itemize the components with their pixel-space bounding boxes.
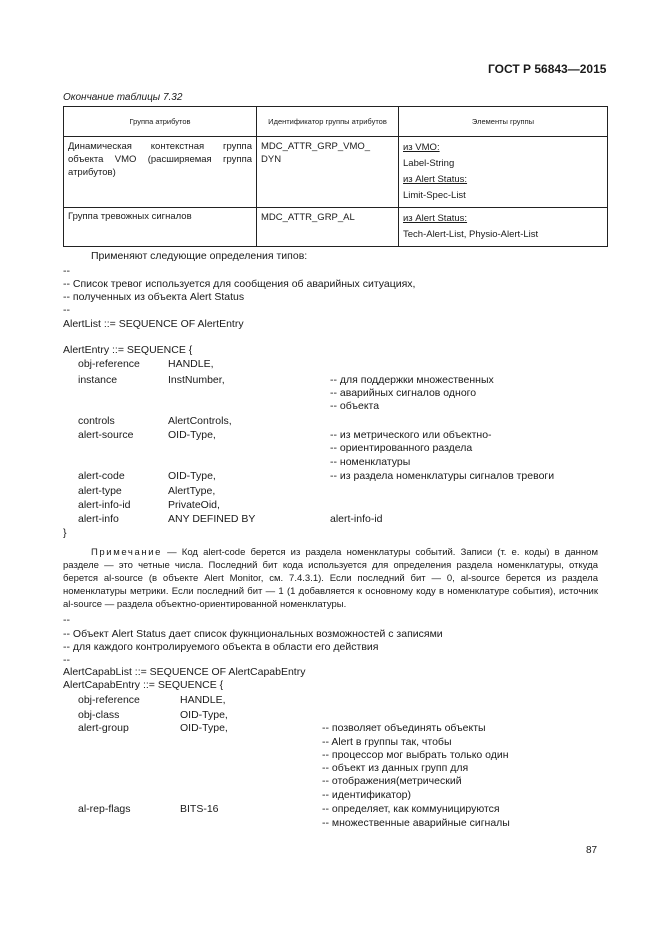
field-comment: -- для поддержки множественных: [330, 374, 494, 386]
field-comment: -- номенклатуры: [330, 456, 411, 468]
field-type: OID-Type,: [180, 722, 228, 734]
column-header-group: Группа атрибутов: [64, 107, 257, 137]
field-comment: -- объекта: [330, 400, 380, 412]
code-line: AlertCapabList ::= SEQUENCE OF AlertCapabEntry: [63, 666, 306, 678]
document-code: ГОСТ Р 56843—2015: [488, 62, 607, 76]
field-comment: -- определяет, как коммуницируются: [322, 803, 500, 815]
code-line: --: [63, 654, 70, 666]
table-row: [64, 208, 608, 247]
page-number: 87: [586, 845, 598, 856]
field-comment: alert-info-id: [330, 513, 383, 525]
note-paragraph: [63, 546, 598, 611]
field-comment: -- отображения(метрический: [322, 775, 462, 787]
table-cell-id: [257, 208, 399, 247]
table-cell-id: [257, 137, 399, 208]
code-line: --: [63, 304, 70, 316]
id-line: MDC_ATTR_GRP_AL: [261, 212, 355, 223]
table-row: [64, 137, 608, 208]
field-name: al-rep-flags: [78, 803, 131, 815]
note-text: — Код alert-code берется из раздела номенклатуры событий. Записи (т. е. коды) в данном разделе — это четные числа. Последний бит кода используется для определения раздела номенклатуры, откуда берется al-source (в объекте Alert Monitor, см. 7.4.3.1). Если последний бит — 0, al-source берется из раздела номенклатуры метрики. Если последний бит — 1 (1 добавляется к основному коду в номенклатуре события), источник al-source — раздела объектно-ориентированной номенклатуры.: [63, 547, 598, 610]
field-comment: -- из раздела номенклатуры сигналов тревоги: [330, 470, 555, 482]
field-comment: -- аварийных сигналов одного: [330, 387, 477, 399]
table-cell-elements: [399, 208, 608, 247]
field-comment: -- Alert в группы так, чтобы: [322, 736, 452, 748]
field-type: ANY DEFINED BY: [168, 513, 256, 525]
element-source: из Alert Status:: [403, 174, 468, 185]
note-label: Примечание: [91, 547, 162, 558]
field-name: alert-code: [78, 470, 125, 482]
field-type: AlertControls,: [168, 415, 232, 427]
field-name: controls: [78, 415, 115, 427]
column-header-elements: Элементы группы: [399, 107, 608, 137]
field-comment: -- из метрического или объектно-: [330, 429, 492, 441]
element-item: Limit-Spec-List: [403, 190, 466, 201]
field-name: alert-group: [78, 722, 129, 734]
code-line: --: [63, 265, 70, 277]
code-line: AlertEntry ::= SEQUENCE {: [63, 344, 193, 356]
element-item: Label-String: [403, 158, 455, 169]
element-source: из VMO:: [403, 142, 440, 153]
code-line: -- Объект Alert Status дает список фукнциональных возможностей с записями: [63, 628, 443, 640]
field-type: InstNumber,: [168, 374, 225, 386]
id-line: MDC_ATTR_GRP_VMO_: [261, 141, 371, 152]
table-cell-elements: [399, 137, 608, 208]
element-source: из Alert Status:: [403, 213, 468, 224]
table-caption: Окончание таблицы 7.32: [63, 92, 183, 103]
field-type: HANDLE,: [168, 358, 214, 370]
code-line: -- для каждого контролируемого объекта в области его действия: [63, 641, 379, 653]
field-comment: -- позволяет объединять объекты: [322, 722, 486, 734]
field-name: alert-source: [78, 429, 134, 441]
field-type: AlertType,: [168, 485, 216, 497]
field-name: alert-type: [78, 485, 122, 497]
field-type: HANDLE,: [180, 694, 226, 706]
close-brace: }: [63, 527, 67, 539]
field-type: OID-Type,: [168, 429, 216, 441]
field-type: OID-Type,: [168, 470, 216, 482]
intro-text: Применяют следующие определения типов:: [91, 250, 308, 262]
code-line: -- Список тревог используется для сообщения об аварийных ситуациях,: [63, 278, 416, 290]
code-line: AlertList ::= SEQUENCE OF AlertEntry: [63, 318, 244, 330]
element-item: Tech-Alert-List, Physio-Alert-List: [403, 229, 539, 240]
field-comment: -- объект из данных групп для: [322, 762, 469, 774]
field-comment: -- множественные аварийные сигналы: [322, 817, 510, 829]
field-comment: -- ориентированного раздела: [330, 442, 473, 454]
field-name: alert-info: [78, 513, 119, 525]
field-name: obj-reference: [78, 358, 140, 370]
table-header-row: [64, 107, 608, 137]
field-name: alert-info-id: [78, 499, 131, 511]
code-line: -- полученных из объекта Alert Status: [63, 291, 245, 303]
code-line: AlertCapabEntry ::= SEQUENCE {: [63, 679, 224, 691]
field-comment: -- процессор мог выбрать только один: [322, 749, 509, 761]
field-name: obj-reference: [78, 694, 140, 706]
table-cell-group: Динамическая контекстная группа объекта VMO (расширяемая группа атрибутов): [64, 137, 257, 208]
field-type: OID-Type,: [180, 709, 228, 721]
field-type: PrivateOid,: [168, 499, 220, 511]
column-header-id: Идентификатор группы атрибутов: [257, 107, 399, 137]
attribute-group-table: [63, 106, 608, 247]
field-comment: -- идентификатор): [322, 789, 412, 801]
table-cell-group: Группа тревожных сигналов: [64, 208, 257, 247]
field-name: obj-class: [78, 709, 120, 721]
field-name: instance: [78, 374, 118, 386]
field-type: BITS-16: [180, 803, 219, 815]
code-line: --: [63, 614, 70, 626]
id-line: DYN: [261, 154, 282, 165]
